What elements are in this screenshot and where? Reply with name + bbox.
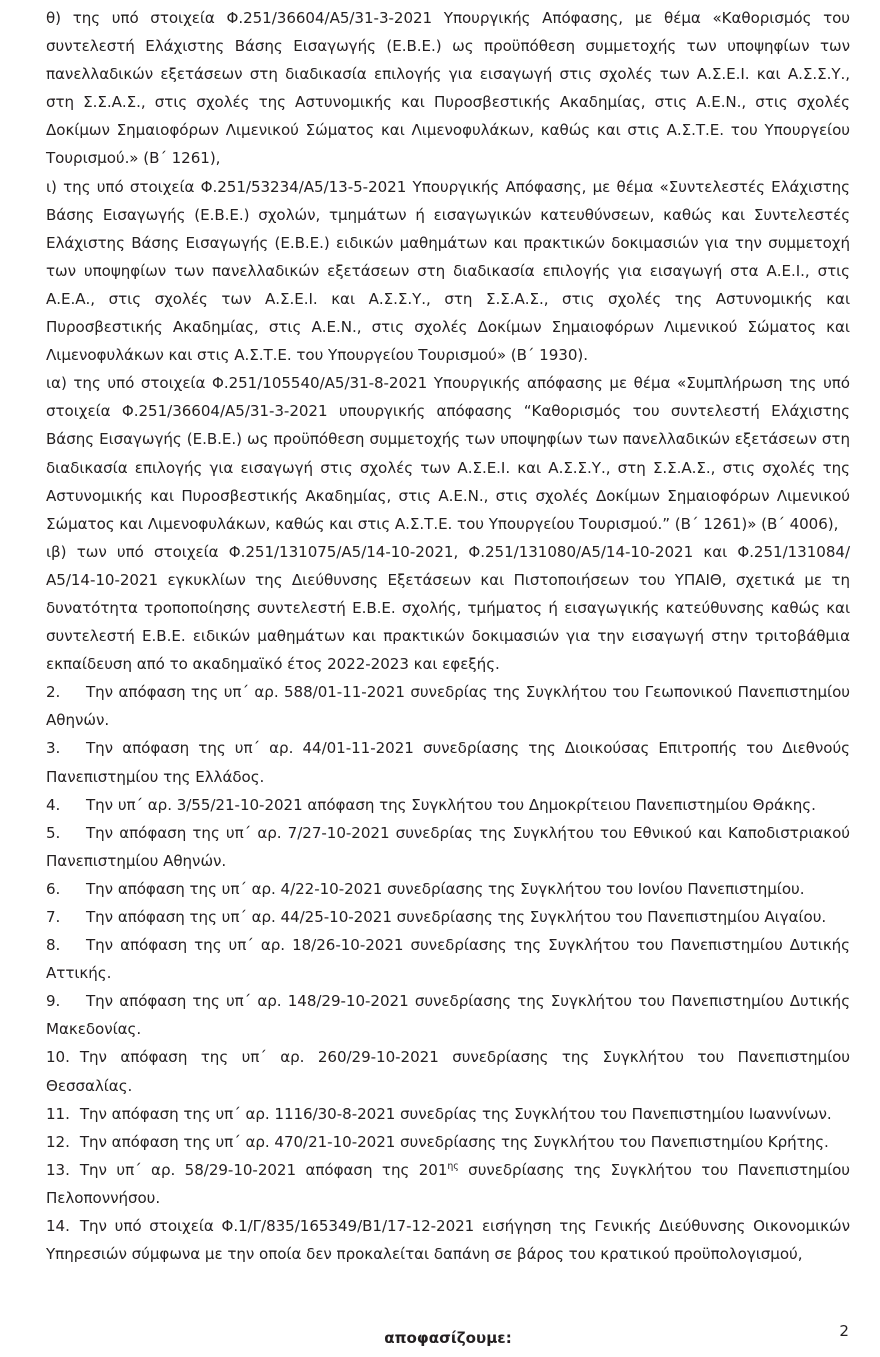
list-item-text-before: Την υπ΄ αρ. 58/29-10-2021 απόφαση της 201 xyxy=(79,1160,448,1179)
list-item-number: 12. xyxy=(46,1132,70,1151)
list-item-number: 8. xyxy=(46,936,61,955)
list-item xyxy=(46,1212,850,1268)
list-item-text: Την απόφαση της υπ΄ αρ. 44/01-11-2021 συνεδρίασης της Διοικούσας Επιτροπής του Διεθνούς Πανεπιστημίου της Ελλάδος. xyxy=(46,739,850,786)
document-body xyxy=(46,4,850,1352)
list-item-number: 6. xyxy=(46,879,61,898)
list-item-number: 11. xyxy=(46,1104,70,1123)
list-item-number: 10. xyxy=(46,1048,70,1067)
list-item-text: Την απόφαση της υπ΄ αρ. 260/29-10-2021 συνεδρίασης της Συγκλήτου του Πανεπιστημίου Θεσσαλίας. xyxy=(46,1048,850,1095)
decision-heading: αποφασίζουμε: xyxy=(384,1329,512,1348)
list-item-number: 3. xyxy=(46,739,61,758)
ordinal-superscript: ης xyxy=(447,1160,459,1172)
list-item xyxy=(46,987,850,1043)
paragraph-theta: θ) της υπό στοιχεία Φ.251/36604/Α5/31-3-2021 Υπουργικής Απόφασης, με θέμα «Καθορισμός του συντελεστή Ελάχιστης Βάσης Εισαγωγής (Ε.Β.Ε.) ως προϋπόθεση συμμετοχής των υποψηφίων των πανελλαδικών εξετάσεων στη διαδικασία επιλογής για εισαγωγή στις σχολές των Α.Σ.Ε.Ι. και Α.Σ.Σ.Υ., στη Σ.Σ.Α.Σ., στις σχολές της Αστυνομικής και Πυροσβεστικής Ακαδημίας, στις Α.Ε.Ν., στις σχολές Δοκίμων Σημαιοφόρων Λιμενικού Σώματος και Λιμενοφυλάκων, καθώς και στις Α.Σ.Τ.Ε. του Υπουργείου Τουρισμού.» (Β΄ 1261), xyxy=(46,9,850,168)
list-item-text: Την απόφαση της υπ΄ αρ. 470/21-10-2021 συνεδρίασης της Συγκλήτου του Πανεπιστημίου Κρήτης. xyxy=(79,1132,829,1151)
paragraph-iota: ι) της υπό στοιχεία Φ.251/53234/Α5/13-5-2021 Υπουργικής Απόφασης, με θέμα «Συντελεστές Ελάχιστης Βάσης Εισαγωγής (Ε.Β.Ε.) σχολών, τμημάτων ή εισαγωγικών κατευθύνσεων, καθώς και Συντελεστές Ελάχιστης Βάσης Εισαγωγής (Ε.Β.Ε.) ειδικών μαθημάτων και πρακτικών δοκιμασιών για την συμμετοχή των υποψηφίων των πανελλαδικών εξετάσεων στη διαδικασία επιλογής για εισαγωγή στα Α.Ε.Ι., στις Α.Ε.Α., στις σχολές των Α.Σ.Ε.Ι. και Α.Σ.Σ.Υ., στη Σ.Σ.Α.Σ., στις σχολές της Αστυνομικής και Πυροσβεστικής Ακαδημίας, στις Α.Ε.Ν., στις σχολές Δοκίμων Σημαιοφόρων Λιμενικού Σώματος και Λιμενοφυλάκων και στις Α.Σ.Τ.Ε. του Υπουργείου Τουρισμού» (Β΄ 1930). xyxy=(46,177,850,365)
list-item xyxy=(46,734,850,790)
section-spacer xyxy=(46,1268,850,1324)
list-item-number: 13. xyxy=(46,1160,70,1179)
list-item-text: Την υπό στοιχεία Φ.1/Γ/835/165349/Β1/17-12-2021 εισήγηση της Γενικής Διεύθυνσης Οικονομικών Υπηρεσιών σύμφωνα με την οποία δεν προκαλείται δαπάνη σε βάρος του κρατικού προϋπολογισμού, xyxy=(46,1217,850,1264)
list-item xyxy=(46,1156,850,1212)
list-item-text: Την απόφαση της υπ΄ αρ. 1116/30-8-2021 συνεδρίας της Συγκλήτου του Πανεπιστημίου Ιωαννίνων. xyxy=(79,1104,832,1123)
list-item-number: 7. xyxy=(46,908,61,926)
list-item xyxy=(46,1128,850,1156)
list-item-text: Την απόφαση της υπ΄ αρ. 44/25-10-2021 συνεδρίασης της Συγκλήτου του Πανεπιστημίου Αιγαίου. xyxy=(86,908,827,926)
list-item-number: 9. xyxy=(46,992,61,1011)
page-number: 2 xyxy=(839,1322,849,1340)
list-item xyxy=(46,875,850,903)
list-item-text: Την υπ΄ αρ. 3/55/21-10-2021 απόφαση της Συγκλήτου του Δημοκρίτειου Πανεπιστημίου Θράκης. xyxy=(86,795,816,814)
paragraph-iota-alpha: ια) της υπό στοιχεία Φ.251/105540/Α5/31-8-2021 Υπουργικής απόφασης με θέμα «Συμπλήρωση της υπό στοιχεία Φ.251/36604/Α5/31-3-2021 υπουργικής απόφασης “Καθορισμός του συντελεστή Ελάχιστης Βάσης Εισαγωγής (Ε.Β.Ε.) ως προϋπόθεση συμμετοχής των υποψηφίων των πανελλαδικών εξετάσεων στη διαδικασία επιλογής για εισαγωγή στις σχολές των Α.Σ.Ε.Ι. και Α.Σ.Σ.Υ., στη Σ.Σ.Α.Σ., στις σχολές της Αστυνομικής και Πυροσβεστικής Ακαδημίας, στις Α.Ε.Ν., στις σχολές Δοκίμων Σημαιοφόρων Λιμενικού Σώματος και Λιμενοφυλάκων, καθώς και στις Α.Σ.Τ.Ε. του Υπουργείου Τουρισμού.” (Β΄ 1261)» (Β΄ 4006), xyxy=(46,374,850,533)
list-item-number: 14. xyxy=(46,1217,70,1236)
list-item-number: 2. xyxy=(46,683,61,702)
list-item xyxy=(46,791,850,819)
list-item xyxy=(46,1100,850,1128)
paragraph-iota-beta: ιβ) των υπό στοιχεία Φ.251/131075/Α5/14-10-2021, Φ.251/131080/Α5/14-10-2021 και Φ.251/131084/Α5/14-10-2021 εγκυκλίων της Διεύθυνσης Εξετάσεων και Πιστοποιήσεων του ΥΠΑΙΘ, σχετικά με τη δυνατότητα τροποποίησης συντελεστή Ε.Β.Ε. σχολής, τμήματος ή εισαγωγικής κατεύθυνσης καθώς και συντελεστή Ε.Β.Ε. ειδικών μαθημάτων και πρακτικών δοκιμασιών για την εισαγωγή στην τριτοβάθμια εκπαίδευση από το ακαδημαϊκό έτος 2022-2023 και εφεξής. xyxy=(46,542,850,674)
list-item xyxy=(46,931,850,987)
list-item xyxy=(46,1043,850,1099)
list-item-text: Την απόφαση της υπ΄ αρ. 588/01-11-2021 συνεδρίας της Συγκλήτου του Γεωπονικού Πανεπιστημίου Αθηνών. xyxy=(46,683,850,730)
list-item xyxy=(46,819,850,875)
list-item xyxy=(46,678,850,734)
list-item-number: 4. xyxy=(46,795,61,814)
list-item-number: 5. xyxy=(46,823,61,842)
list-item-text: Την απόφαση της υπ΄ αρ. 4/22-10-2021 συνεδρίασης της Συγκλήτου του Ιονίου Πανεπιστημίου. xyxy=(86,879,805,898)
list-item-text: Την απόφαση της υπ΄ αρ. 7/27-10-2021 συνεδρίας της Συγκλήτου του Εθνικού και Καποδιστριακού Πανεπιστημίου Αθηνών. xyxy=(46,823,850,870)
list-item-text: Την απόφαση της υπ΄ αρ. 18/26-10-2021 συνεδρίασης της Συγκλήτου του Πανεπιστημίου Δυτικής Αττικής. xyxy=(46,936,850,983)
list-item xyxy=(46,903,850,931)
list-item-text: Την απόφαση της υπ΄ αρ. 148/29-10-2021 συνεδρίασης της Συγκλήτου του Πανεπιστημίου Δυτικής Μακεδονίας. xyxy=(46,992,850,1039)
list-item-text-after: συνεδρίασης της Συγκλήτου του Πανεπιστημίου Πελοποννήσου. xyxy=(46,1160,850,1207)
